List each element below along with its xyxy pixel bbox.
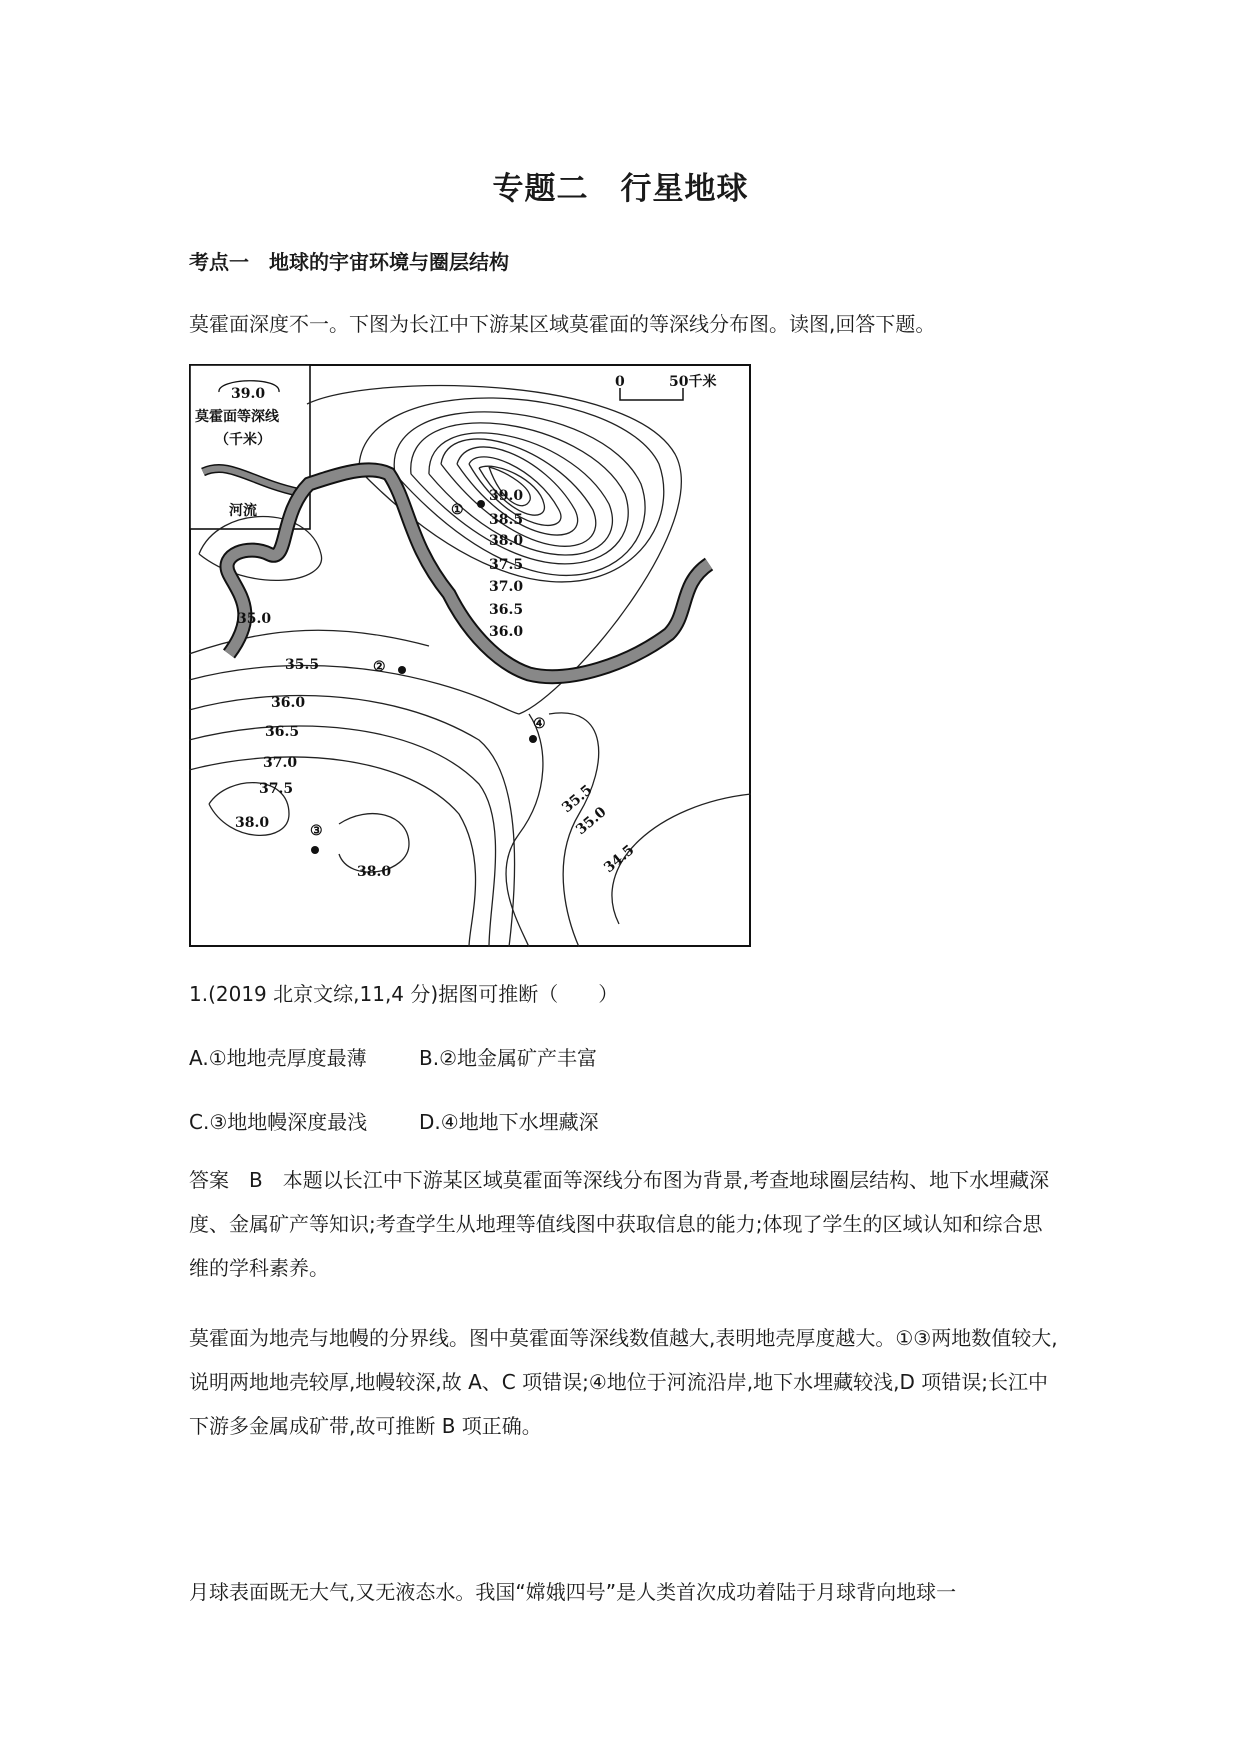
point-4-marker: [529, 735, 537, 743]
answer-paragraph-1: 答案 B 本题以长江中下游某区域莫霍面等深线分布图为背景,考查地球圈层结构、地下水埋藏深度、金属矿产等知识;考查学生从地理等值线图中获取信息的能力;体现了学生的区域认知和综合思维的学科素养。: [189, 1168, 1050, 1280]
contour-label: 35.0: [573, 804, 610, 839]
point-1-marker: [477, 500, 485, 508]
next-intro: 月球表面既无大气,又无液态水。我国“嫦娥四号”是人类首次成功着陆于月球背向地球一: [189, 1580, 957, 1604]
point-3-label: ③: [310, 823, 323, 839]
contour-label: 35.5: [559, 782, 596, 817]
contour-label: 37.0: [489, 579, 524, 595]
contour-label: 39.0: [489, 488, 524, 504]
contour-label: 38.0: [357, 864, 392, 880]
option-b: B.②地金属矿产丰富: [419, 1046, 598, 1070]
section-heading: 考点一 地球的宇宙环境与圈层结构: [189, 250, 509, 274]
svg-text:50千米: 50千米: [669, 374, 717, 390]
point-2-label: ②: [373, 659, 386, 675]
page-title: 专题二 行星地球: [492, 171, 749, 207]
option-c: C.③地地幔深度最浅: [189, 1110, 368, 1134]
contour-label: 38.0: [489, 533, 524, 549]
answer-paragraph-2: 莫霍面为地壳与地幔的分界线。图中莫霍面等深线数值越大,表明地壳厚度越大。①③两地数值较大,说明两地地壳较厚,地幔较深,故 A、C 项错误;④地位于河流沿岸,地下水埋藏较浅,D 项错误;长江中下游多金属成矿带,故可推断 B 项正确。: [189, 1326, 1058, 1438]
legend-river-label: 河流: [229, 503, 257, 519]
point-1-label: ①: [451, 502, 464, 518]
contour-label: 37.0: [263, 755, 298, 771]
contour-label: 36.0: [271, 695, 306, 711]
contour-label: 36.5: [265, 724, 300, 740]
legend-sample-value: 39.0: [231, 386, 266, 402]
contour-label: 37.5: [259, 781, 294, 797]
point-4-label: ④: [533, 716, 546, 732]
legend-contour-label: 莫霍面等深线: [195, 409, 279, 425]
contour-label: 35.0: [237, 611, 272, 627]
point-3-marker: [311, 846, 319, 854]
contour-label: 37.5: [489, 557, 524, 573]
contour-label: 36.0: [489, 624, 524, 640]
contour-label: 35.5: [285, 657, 320, 673]
option-a: A.①地地壳厚度最薄: [189, 1046, 367, 1070]
question-stem: 1.(2019 北京文综,11,4 分)据图可推断（ ）: [189, 982, 619, 1006]
contour-label: 38.0: [235, 815, 270, 831]
contour-label: 36.5: [489, 602, 524, 618]
moho-contour-map: [189, 364, 751, 947]
legend-contour-unit: （千米）: [215, 432, 271, 448]
point-2-marker: [398, 666, 406, 674]
contour-label: 34.5: [601, 842, 638, 877]
option-d: D.④地地下水埋藏深: [419, 1110, 599, 1134]
svg-text:0: 0: [615, 374, 625, 390]
intro-paragraph: 莫霍面深度不一。下图为长江中下游某区域莫霍面的等深线分布图。读图,回答下题。: [189, 312, 936, 336]
contour-label: 38.5: [489, 512, 524, 528]
